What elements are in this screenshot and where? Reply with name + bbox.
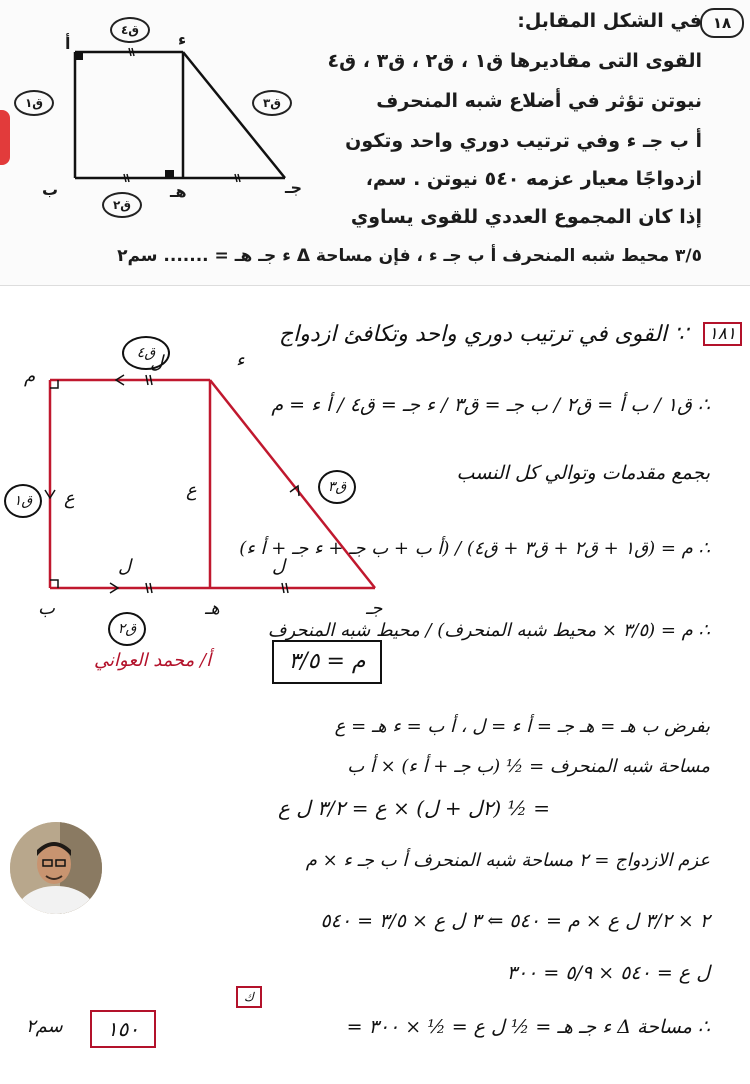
lh-line: ل ع = ٥٤٠ × ٥/٩ = ٣٠٠ (506, 962, 710, 984)
hw-label-l-bottom-left: ل (118, 556, 132, 577)
question-number: ١٨ (700, 8, 744, 38)
force-f1-label: ق١ (14, 90, 54, 116)
author-avatar (10, 822, 102, 914)
hw-vertex-b: ب (38, 598, 55, 619)
calc-line: ٢ × ٣/٢ ل ع × م = ٥٤٠ ⇐ ٣ ل ع × ٣/٥ = ٥٤٠ (320, 910, 710, 932)
problem-line-1: في الشكل المقابل: (517, 10, 702, 32)
section-divider (0, 285, 750, 286)
hw-vertex-a: م (24, 366, 36, 387)
sum-note: بجمع مقدمات وتوالي كل النسب (456, 462, 710, 484)
problem-line-6: إذا كان المجموع العددي للقوى يساوي (350, 206, 702, 228)
hw-force-f1: ق١ (4, 484, 42, 518)
choice-mark: ك (236, 986, 262, 1008)
problem-line-4: أ ب جـ ء وفي ترتيب دوري واحد وتكون (345, 130, 702, 152)
final-answer: ١٥٠ (90, 1010, 156, 1048)
fig-vertex-a: أ (65, 34, 71, 53)
moment-line: عزم الازدواج = ٢ مساحة شبه المنحرف أ ب جـ ء × م (305, 850, 710, 871)
force-f4-label: ق٤ (110, 17, 150, 43)
problem-line-3: نيوتن تؤثر في أضلاع شبه المنحرف (376, 90, 702, 112)
hw-force-f4: ق٤ (122, 336, 170, 370)
person-photo-icon (10, 822, 102, 914)
fig-vertex-e: هـ (170, 182, 187, 201)
area-line-2: = ½ (٢ل + ل) × ع = ٣/٢ ل ع (277, 796, 550, 820)
final-line: ∴ مساحة Δ ء جـ هـ = ½ ل ع = ½ × ٣٠٠ = (346, 1016, 710, 1038)
hw-label-h-mid: ع (186, 480, 197, 501)
printed-problem (0, 0, 750, 285)
hw-force-f3: ق٣ (318, 470, 356, 504)
perimeter-line: ∴ م = (٣/٥ × محيط شبه المنحرف) / محيط شبه المنحرف (267, 620, 710, 641)
author-signature: أ/ محمد العواني (94, 650, 212, 671)
force-f2-label: ق٢ (102, 192, 142, 218)
problem-line-2: القوى التى مقاديرها ق١ ، ق٢ ، ق٣ ، ق٤ (327, 50, 702, 72)
result-m: م = ٣/٥ (288, 649, 366, 674)
hw-force-f2: ق٢ (108, 612, 146, 646)
problem-line-7: ٣/٥ محيط شبه المنحرف أ ب جـ ء ، فإن مساحة Δ ء جـ هـ = ....... سم٢ (117, 246, 702, 266)
result-m-box (272, 640, 382, 684)
hw-label-l-top: ل (150, 352, 164, 373)
red-edge-mark (0, 110, 10, 165)
ratio-line: ∴ ق١ / ب أ = ق٢ / ب جـ = ق٣ / ء جـ = ق٤ / أ ء = م (271, 394, 710, 416)
hw-vertex-d: ء (236, 350, 245, 371)
fig-vertex-d: ء (178, 30, 187, 49)
hw-vertex-e: هـ (205, 598, 220, 619)
final-unit: سم٢ (26, 1016, 63, 1037)
sum-line: ∴ م = (ق١ + ق٢ + ق٣ + ق٤) / (أ ب + ب جـ + ء جـ + أ ء) (239, 538, 710, 559)
fig-vertex-b: ب (42, 180, 59, 199)
assume-line: بفرض ب هـ = هـ جـ = أ ء = ل ، أ ب = ء هـ = ع (334, 716, 710, 737)
solution-number: ١٨١ (703, 322, 742, 346)
force-f3-label: ق٣ (252, 90, 292, 116)
area-line: مساحة شبه المنحرف = ½ (ب جـ + أ ء) × أ ب (347, 756, 710, 777)
hw-vertex-c: جـ (366, 598, 383, 619)
fig-vertex-c: جـ (285, 178, 302, 197)
hw-label-h-left: ع (64, 488, 75, 509)
solution-header: ∵ القوى في ترتيب دوري واحد وتكافئ ازدواج (278, 322, 688, 347)
hw-label-l-bottom-right: ل (272, 556, 286, 577)
problem-line-5: ازدواجًا معيار عزمه ٥٤٠ نيوتن . سم، (365, 168, 702, 190)
